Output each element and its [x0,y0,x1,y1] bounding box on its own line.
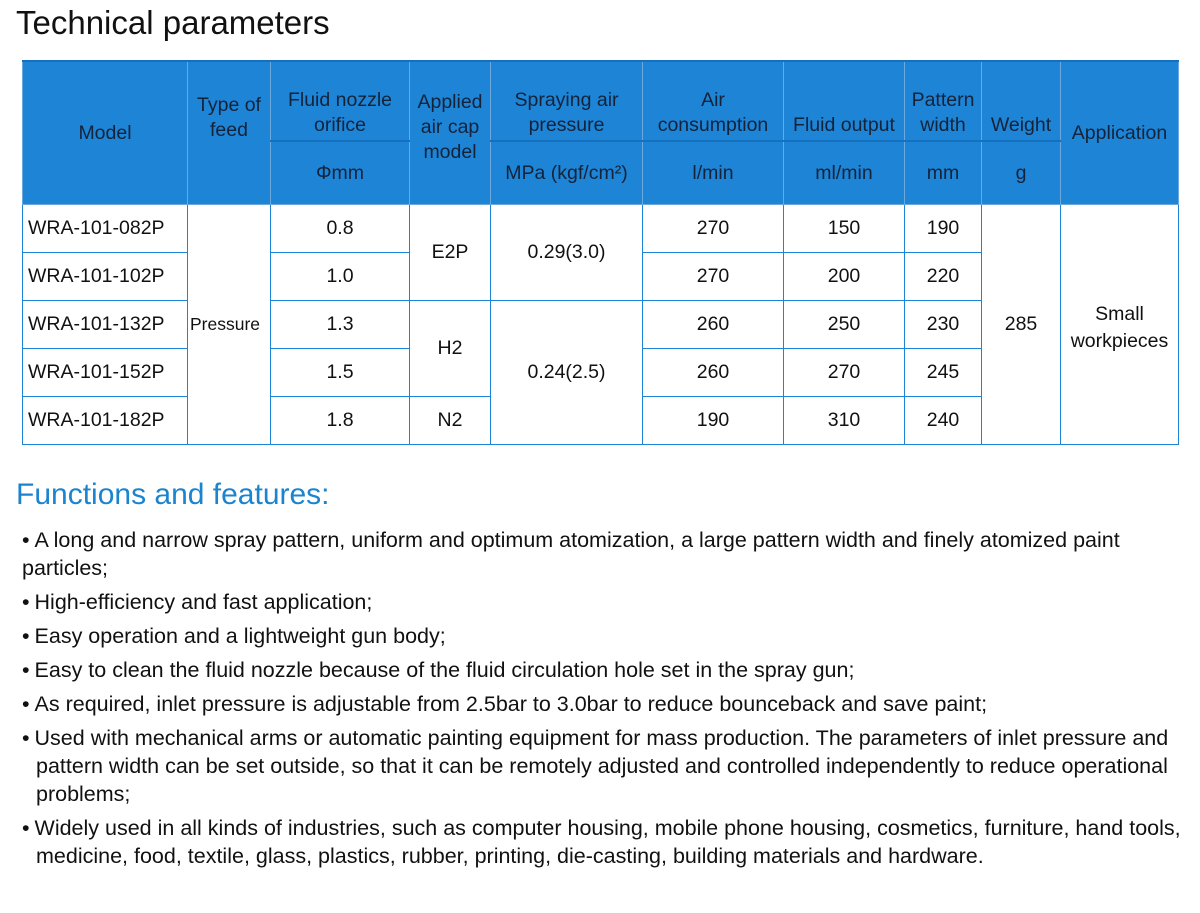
cell-model: WRA-101-182P [23,397,188,445]
bullet-icon: • [22,658,30,682]
cell-air-consumption: 260 [643,349,784,397]
cell-nozzle: 1.8 [271,397,410,445]
header-fluid-output: Fluid output [784,61,905,141]
feature-text: Easy to clean the fluid nozzle because of the fluid circulation hole set in the spray gun; [34,658,855,682]
cell-nozzle: 1.0 [271,253,410,301]
header-spraying-pressure: Spraying air pressure [491,61,643,141]
cell-model: WRA-101-152P [23,349,188,397]
cell-pressure: 0.24(2.5) [491,301,643,445]
bullet-icon: • [22,528,30,552]
unit-air-consumption: l/min [643,141,784,205]
cell-pattern-width: 230 [905,301,982,349]
list-item [22,588,1192,616]
cell-pressure: 0.29(3.0) [491,205,643,301]
list-item [22,814,1192,870]
cell-fluid-output: 200 [784,253,905,301]
cell-application: Small workpieces [1061,205,1179,445]
unit-spraying-pressure: MPa (kgf/cm²) [491,141,643,205]
unit-fluid-nozzle: Φmm [271,141,410,205]
cell-model: WRA-101-082P [23,205,188,253]
features-list [22,526,1192,876]
unit-weight: g [982,141,1061,205]
cell-air-consumption: 270 [643,253,784,301]
header-fluid-nozzle: Fluid nozzle orifice [271,61,410,141]
bullet-icon: • [22,816,30,840]
bullet-icon: • [22,726,30,750]
feature-text: Widely used in all kinds of industries, such as computer housing, mobile phone housing, cosmetics, furniture, hand tools, medicine, food, textile, glass, plastics, rubber, printing, die-casting, building materials and hardware. [34,816,1181,868]
cell-fluid-output: 150 [784,205,905,253]
cell-pattern-width: 220 [905,253,982,301]
feature-text: Easy operation and a lightweight gun body; [34,624,446,648]
header-type-of-feed: Type of feed [188,61,271,205]
bullet-icon: • [22,590,30,614]
cell-air-consumption: 270 [643,205,784,253]
feature-text: As required, inlet pressure is adjustable from 2.5bar to 3.0bar to reduce bounceback and save paint; [34,692,988,716]
cell-pattern-width: 190 [905,205,982,253]
list-item [22,622,1192,650]
header-weight: Weight [982,61,1061,141]
feature-text: Used with mechanical arms or automatic painting equipment for mass production. The parameters of inlet pressure and pattern width can be set outside, so that it can be remotely adjusted and controlled independently to reduce operational problems; [34,726,1169,806]
header-application: Application [1061,61,1179,205]
cell-nozzle: 1.3 [271,301,410,349]
cell-pattern-width: 240 [905,397,982,445]
unit-pattern-width: mm [905,141,982,205]
cell-nozzle: 0.8 [271,205,410,253]
cell-fluid-output: 250 [784,301,905,349]
unit-fluid-output: ml/min [784,141,905,205]
list-item [22,724,1192,808]
header-model: Model [23,61,188,205]
bullet-icon: • [22,624,30,648]
cell-type-of-feed: Pressure [188,205,271,445]
cell-air-consumption: 260 [643,301,784,349]
cell-fluid-output: 270 [784,349,905,397]
cell-model: WRA-101-132P [23,301,188,349]
list-item [22,690,1192,718]
cell-fluid-output: 310 [784,397,905,445]
cell-air-cap: H2 [410,301,491,397]
bullet-icon: • [22,692,30,716]
feature-text: A long and narrow spray pattern, uniform and optimum atomization, a large pattern width and finely atomized paint particles; [22,528,1120,580]
cell-weight: 285 [982,205,1061,445]
feature-text: High-efficiency and fast application; [34,590,373,614]
cell-pattern-width: 245 [905,349,982,397]
list-item [22,656,1192,684]
technical-parameters-table [22,60,1179,445]
header-pattern-width: Pattern width [905,61,982,141]
header-air-cap: Applied air cap model [410,61,491,205]
table-header-row [23,61,1179,141]
cell-air-cap: E2P [410,205,491,301]
cell-air-consumption: 190 [643,397,784,445]
section-title: Functions and features: [16,478,330,511]
list-item [22,526,1192,582]
cell-nozzle: 1.5 [271,349,410,397]
cell-air-cap: N2 [410,397,491,445]
header-air-consumption: Air consumption [643,61,784,141]
cell-model: WRA-101-102P [23,253,188,301]
table-row [23,205,1179,253]
page-title: Technical parameters [16,4,330,41]
